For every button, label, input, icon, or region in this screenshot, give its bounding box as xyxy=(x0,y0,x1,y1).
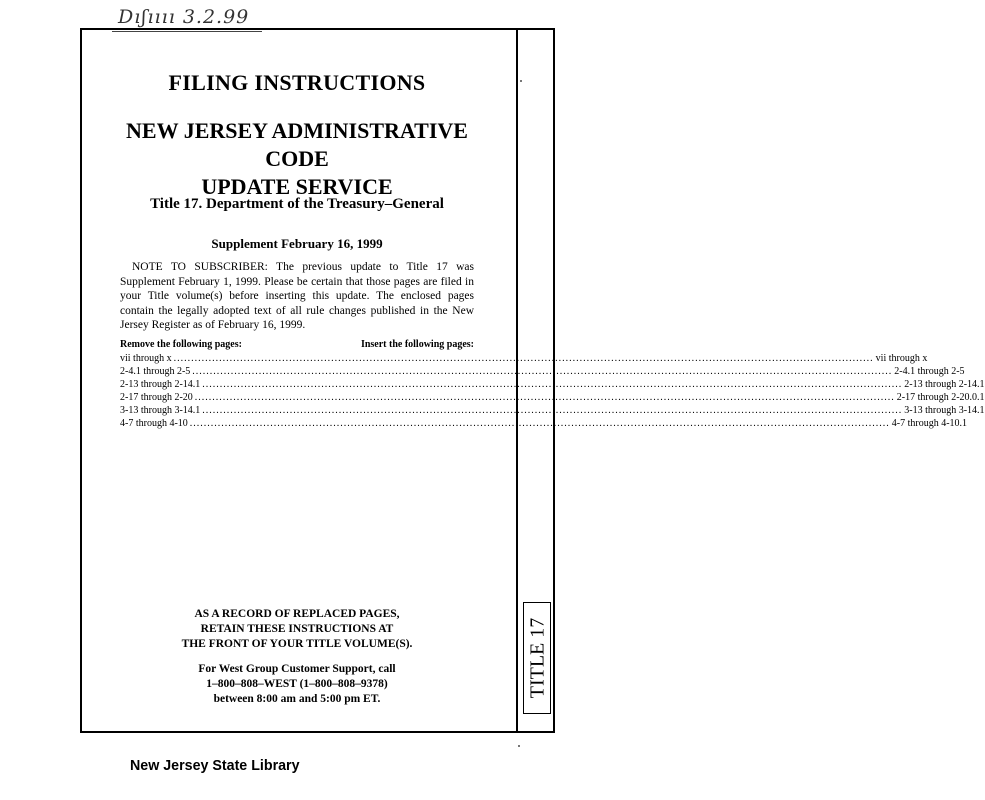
table-row xyxy=(120,404,985,417)
table-row xyxy=(120,391,985,404)
remove-pages: 2-17 through 2-20 xyxy=(120,392,193,403)
insert-header: Insert the following pages: xyxy=(360,339,474,350)
record-instructions xyxy=(120,607,474,652)
subtitle-line: UPDATE SERVICE xyxy=(201,174,393,199)
remove-pages: 2-13 through 2-14.1 xyxy=(120,379,201,390)
record-line: AS A RECORD OF REPLACED PAGES, xyxy=(194,608,400,620)
remove-header: Remove the following pages: xyxy=(120,339,242,350)
support-line: For West Group Customer Support, call xyxy=(198,663,396,675)
customer-support-info xyxy=(120,662,474,707)
leader-dots: ........................................................................................................................................................................................................ xyxy=(192,366,893,377)
insert-pages: 2-17 through 2-20.0.1 xyxy=(896,392,985,403)
remove-pages: 4-7 through 4-10 xyxy=(120,418,188,429)
remove-pages: 3-13 through 3-14.1 xyxy=(120,405,201,416)
support-hours: between 8:00 am and 5:00 pm ET. xyxy=(213,693,381,705)
insert-pages: 2-13 through 2-14.1 xyxy=(904,379,985,390)
subtitle-line: NEW JERSEY ADMINISTRATIVE CODE xyxy=(126,118,468,171)
leader-dots: ........................................................................................................................................................................................................ xyxy=(202,379,903,390)
support-phone: 1–800–808–WEST (1–800–808–9378) xyxy=(206,678,388,690)
leader-dots: ........................................................................................................................................................................................................ xyxy=(202,405,903,416)
leader-dots: ........................................................................................................................................................................................................ xyxy=(194,392,895,403)
remove-pages: vii through x xyxy=(120,353,172,364)
table-row xyxy=(120,365,965,378)
page-subtitle xyxy=(108,117,486,201)
scan-speck xyxy=(518,745,520,747)
table-row xyxy=(120,352,928,365)
insert-pages: 4-7 through 4-10.1 xyxy=(891,418,968,429)
remove-pages: 2-4.1 through 2-5 xyxy=(120,366,191,377)
library-stamp: New Jersey State Library xyxy=(130,757,300,774)
note-to-subscriber: NOTE TO SUBSCRIBER: The previous update to Title 17 was Supplement February 1, 1999. Please be certain that those pages are filed in your Title volume(s) before inserting this update. The enclosed pages contain the legally adopted text of all rule changes published in the New Jersey Register as of February 16, 1999. xyxy=(120,261,474,331)
table-rows xyxy=(120,352,985,430)
leader-dots: ........................................................................................................................................................................................................ xyxy=(173,353,874,364)
record-line: RETAIN THESE INSTRUCTIONS AT xyxy=(200,623,394,635)
record-line: THE FRONT OF YOUR TITLE VOLUME(S). xyxy=(181,638,413,650)
insert-pages: 3-13 through 3-14.1 xyxy=(904,405,985,416)
leader-dots: ........................................................................................................................................................................................................ xyxy=(189,418,890,429)
page-replacement-table xyxy=(120,338,985,430)
table-row xyxy=(120,378,985,391)
table-header xyxy=(120,338,474,352)
spine-label: TITLE 17 xyxy=(526,617,549,699)
table-row xyxy=(120,417,968,430)
supplement-date: Supplement February 16, 1999 xyxy=(211,236,383,251)
title-heading: Title 17. Department of the Treasury–General xyxy=(150,196,444,212)
scan-speck xyxy=(520,80,522,82)
page-title: FILING INSTRUCTIONS xyxy=(168,70,426,95)
handwritten-date-note: Dıʃıııı 3.2.99 xyxy=(118,6,250,28)
insert-pages: vii through x xyxy=(875,353,928,364)
insert-pages: 2-4.1 through 2-5 xyxy=(894,366,965,377)
